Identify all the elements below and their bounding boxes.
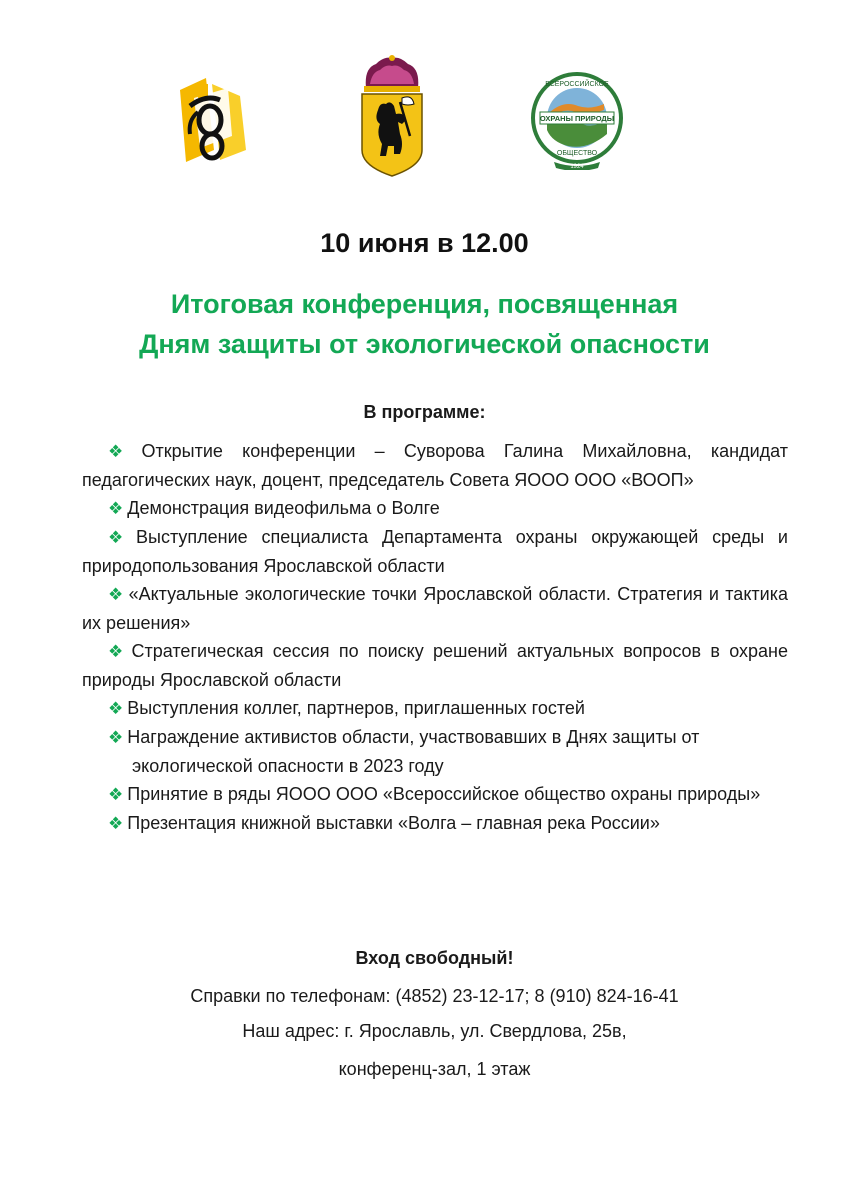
list-item [82,780,788,809]
list-item [82,694,788,723]
bullet-icon: ❖ [108,728,124,747]
list-item-text: Стратегическая сессия по поиску решений актуальных вопросов в охране природы Ярославской области [82,641,788,690]
address-line-2: конференц-зал, 1 этаж [338,1059,531,1079]
bullet-icon: ❖ [108,814,124,833]
bullet-icon: ❖ [108,442,138,461]
conference-title-line-1: Итоговая конференция, посвященная [170,289,679,319]
bullet-icon: ❖ [108,528,133,547]
emblem-year: 1924 [570,164,584,170]
list-item-text: Награждение активистов области, участвовавших в Днях защиты от экологической опасности в 2023 году [127,727,700,776]
list-item [82,494,788,523]
event-date-time: 10 июня в 12.00 [320,228,529,258]
bullet-icon: ❖ [108,642,128,661]
list-item-text: Презентация книжной выставки «Волга – главная река России» [127,813,660,833]
bear-crest-icon [356,54,428,180]
bullet-icon: ❖ [108,499,124,518]
list-item-text: Выступления коллег, партнеров, приглашенных гостей [127,698,585,718]
list-item [82,523,788,580]
list-item-text: Принятие в ряды ЯООО ООО «Всероссийское общество охраны природы» [127,784,761,804]
bullet-icon: ❖ [108,785,124,804]
list-item-text: Выступление специалиста Департамента охраны окружающей среды и природопользования Ярославской области [82,527,788,576]
bullet-icon: ❖ [108,699,124,718]
nature-society-logo [528,70,626,170]
free-entry-note: Вход свободный! [355,948,514,968]
program-heading: В программе: [363,402,486,422]
list-item [82,580,788,637]
program-list [82,437,788,838]
list-item-text: Демонстрация видеофильма о Волге [127,498,440,518]
emblem-top-text: ВСЕРОССИЙСКОЕ [545,81,609,88]
bullet-icon: ❖ [108,585,125,604]
list-item [82,437,788,494]
list-item [82,809,788,838]
conference-title-line-2: Дням защиты от экологической опасности [139,329,710,359]
conference-title [0,284,849,364]
emblem-center-text: ОХРАНЫ ПРИРОДЫ [539,114,615,123]
contact-phones: Справки по телефонам: (4852) 23-12-17; 8 (910) 824-16-41 [190,986,679,1006]
coat-of-arms-logo [356,54,428,180]
list-item [82,637,788,694]
society-emblem-icon [528,70,626,170]
list-item-text: «Актуальные экологические точки Ярославской области. Стратегия и тактика их решения» [82,584,788,633]
list-item [82,723,788,780]
emblem-bottom-text: ОБЩЕСТВО [556,150,598,157]
list-item-text: Открытие конференции – Суворова Галина Михайловна, кандидат педагогических наук, доцент, председатель Совета ЯООО ООО «ВООП» [82,441,788,490]
glasses-icon [176,76,248,166]
address-line-1: Наш адрес: г. Ярославль, ул. Свердлова, 25в, [242,1021,627,1041]
library-logo [176,76,248,166]
